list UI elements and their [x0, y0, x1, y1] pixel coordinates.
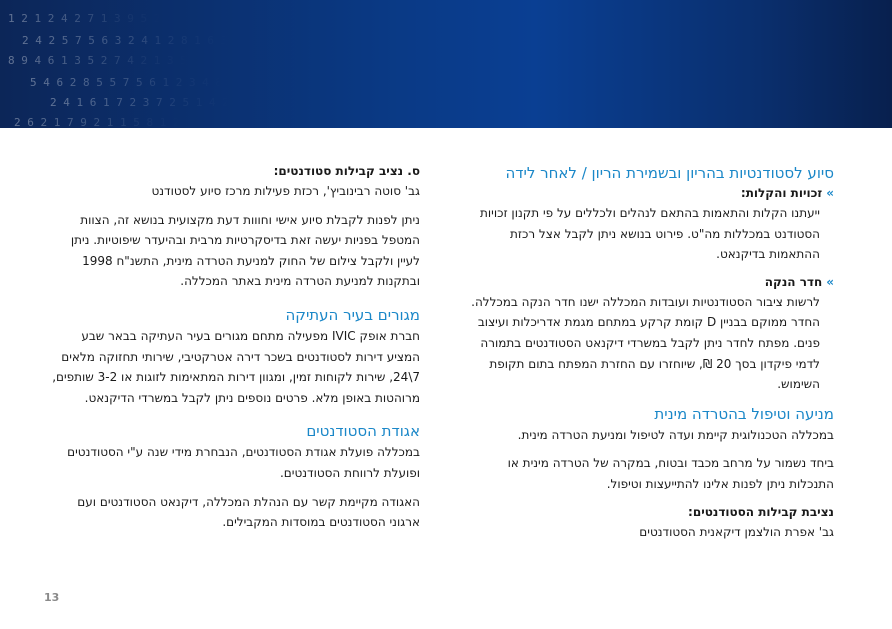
student-union-title: אגודת הסטודנטים	[306, 422, 420, 441]
digit-row: 2 6 2 1 7 9 2 1 1 5 8 1 2	[14, 116, 180, 128]
left-column	[48, 162, 420, 533]
rights-paragraph: ייעתנו הקלות והתאמות בהתאם לנהלים ולכללים על פי תקנון זכויות הסטודנט במכללות מה"ט. פירוט בנושא ניתן לקבל אצל רכזת ההתאמות בדיקנאט.	[480, 206, 820, 262]
nursing-room-subtitle	[462, 273, 834, 292]
rights-label: זכויות והקלות:	[740, 186, 823, 200]
rights-subtitle	[462, 184, 834, 203]
digit-row: 1 2 1 2 4 2 7 1 3 9 5 2	[8, 12, 161, 25]
harassment-title: מניעה וטיפול בהטרדה מינית	[654, 404, 834, 423]
deputy-commissioner-paragraph: גב' סוטה רבינוביץ', רכזת פעילות מרכז סיוע לסטודנט	[151, 184, 420, 198]
digit-row: 2 4 1 6 1 7 2 3 7 2 5 1 4 2	[50, 96, 229, 109]
student-union-paragraph-1: במכללה פועלת אגודת הסטודנטים, הנבחרת מידי שנה ע"י הסטודנטים ופועלת לרווחת הסטודנטים.	[67, 445, 420, 480]
digit-row: 8 9 4 6 1 3 5 2 7 4 2 1 3 5	[8, 54, 187, 67]
harassment-paragraph-1: במכללה הטכנולוגית קיימת ועדה לטיפול ומניעת הטרדה מינית.	[517, 427, 834, 442]
digits-pattern	[0, 0, 892, 128]
pregnancy-support-title: סיוע לסטודנטיות בהריון ובשמירת הריון / לאחר לידה	[505, 164, 834, 182]
digit-row: 5 4 6 2 8 5 5 7 5 6 1 2 3 4 8	[30, 76, 223, 89]
right-column	[462, 162, 834, 542]
chevron-right-icon: »	[826, 186, 834, 200]
housing-title: מגורים בעיר העתיקה	[285, 305, 420, 324]
digit-row: 2 4 2 5 7 5 6 3 2 4 1 2 8 1 6 3	[22, 34, 228, 47]
assistance-paragraph: ניתן לפנות לקבלת סיוע אישי וחווות דעת מקצועית בנושא זה, הצוות המטפל בפניות יעשה זאת בדיסקרטיות מרבית ובהיעדר שיפוטיות. ניתן לעיין ולקבל צילום של החוק למניעת הטרדה מינית, התשנ"ח 1998 ובתקנות למניעת הטרדה מינית באתר המכללה.	[70, 212, 420, 289]
nursing-room-label: חדר הנקה	[764, 274, 823, 289]
page-number: 13	[44, 591, 60, 604]
student-union-paragraph-2: האגודה מקיימת קשר עם הנהלת המכללה, דיקנאט הסטודנטים ועם ארגוני הסטודנטים במוסדות המקבילים.	[77, 494, 420, 530]
commissioner-paragraph: גב' אפרת הולצמן דיקאנית הסטודנטים	[639, 524, 834, 539]
commissioner-title: נציבת קבילות הסטודנטים:	[688, 504, 834, 519]
housing-paragraph: חברת אופק IVIC מפעילה מתחם מגורים בעיר העתיקה בבאר שבע המציע דירות לסטודנטים בשכר דירה אטרקטיבי, שירותי תחזוקה מלאים 7\24, שירות לקוחות זמין, ומגוון דירות המתאימות לזוגות או 3-2 שותפים, מרוהטות באופן מלא. פרטים נוספים ניתן לקבל במשרדי הדיקנאט.	[52, 328, 420, 405]
chevron-right-icon: »	[826, 274, 834, 289]
deputy-commissioner-title: ס. נציב קבילות סטודנטים:	[273, 164, 420, 178]
nursing-room-paragraph: לרשות ציבור הסטודנטיות ועובדות המכללה ישנו חדר הנקה במכללה. החדר ממוקם בבניין D קומת קרקע במתחם מגמת אדריכלות ועיצוב פנים. מפתח לחדר ניתן לקבל במשרדי דיקנאט הסטודנטים בתמורה לדמי פיקדון בסך 20 ₪, שיוחזרו עם החזרת המפתח בתום תקופת השימוש.	[471, 294, 820, 392]
header-banner	[0, 0, 892, 128]
harassment-paragraph-2: ביחד נשמור על מרחב מכבד ובטוח, במקרה של הטרדה מינית או התנכלות ניתן לפנות אלינו להתייעצות וטיפול.	[507, 456, 834, 491]
